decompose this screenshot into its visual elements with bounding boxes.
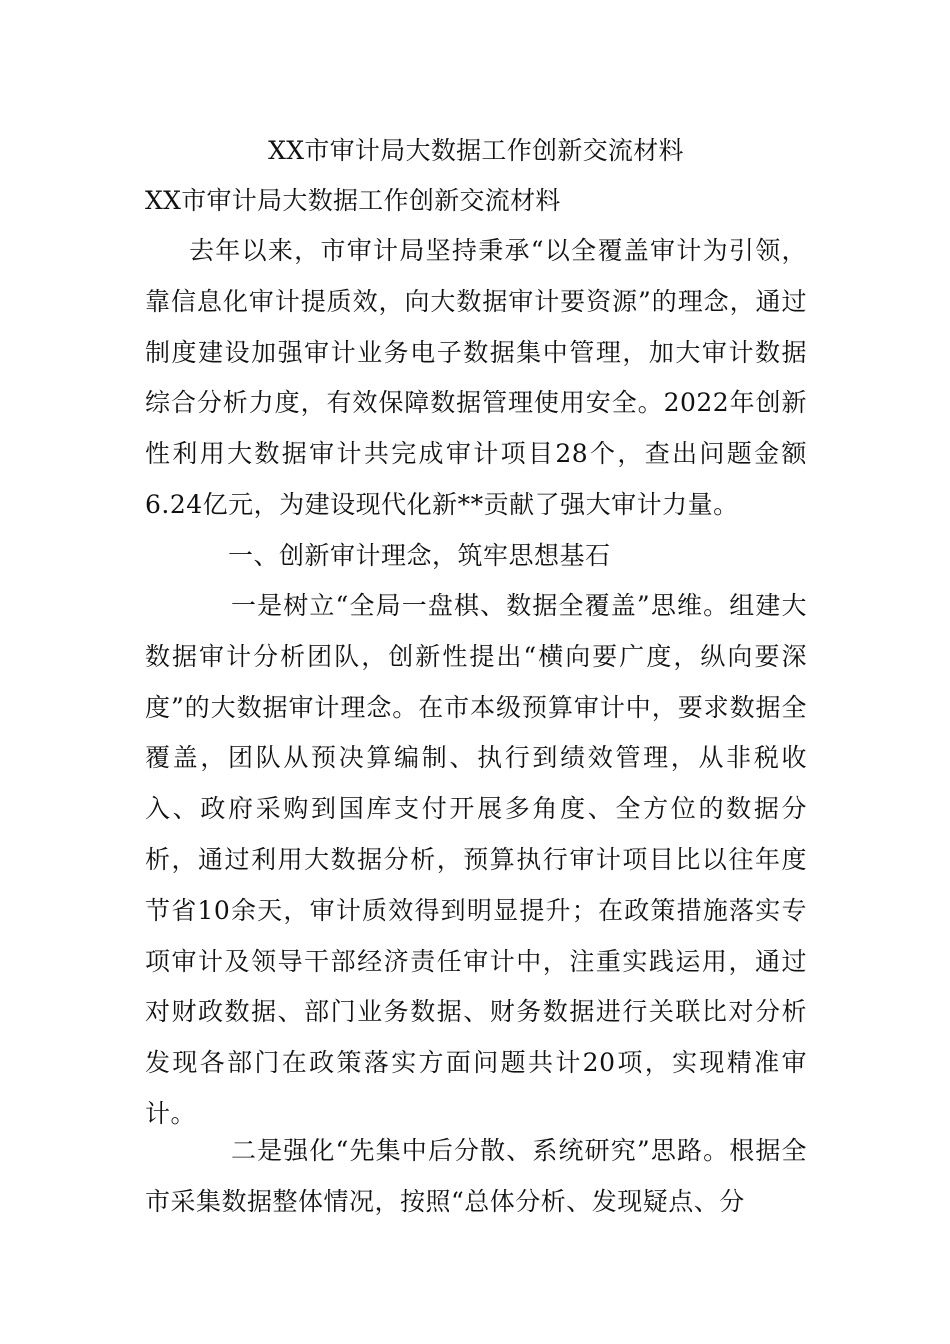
paragraph-point-1: 一是树立“全局一盘棋、数据全覆盖”思维。组建大数据审计分析团队，创新性提出“横向要广度，纵向要深度”的大数据审计理念。在市本级预算审计中，要求数据全覆盖，团队从预决算编制、执行到绩效管理，从非税收入、政府采购到国库支付开展多角度、全方位的数据分析，通过利用大数据分析，预算执行审计项目比以往年度节省10余天，审计质效得到明显提升；在政策措施落实专项审计及领导干部经济责任审计中，注重实践运用，通过对财政数据、部门业务数据、财务数据进行关联比对分析发现各部门在政策落实方面问题共计20项，实现精准审计。 [145,591,807,1128]
document-subtitle: XX市审计局大数据工作创新交流材料 [145,186,561,215]
section-heading-1: 一、创新审计理念，筑牢思想基石 [228,541,611,570]
paragraph-point-2: 二是强化“先集中后分散、系统研究”思路。根据全市采集数据整体情况，按照“总体分析、发现疑点、分 [145,1136,807,1216]
paragraph-intro: 去年以来，市审计局坚持秉承“以全覆盖审计为引领，靠信息化审计提质效，向大数据审计要资源”的理念，通过制度建设加强审计业务电子数据集中管理，加大审计数据综合分析力度，有效保障数据管理使用安全。2022年创新性利用大数据审计共完成审计项目28个，查出问题金额6.24亿元，为建设现代化新**贡献了强大审计力量。 [145,236,807,519]
document-title: XX市审计局大数据工作创新交流材料 [268,136,684,165]
